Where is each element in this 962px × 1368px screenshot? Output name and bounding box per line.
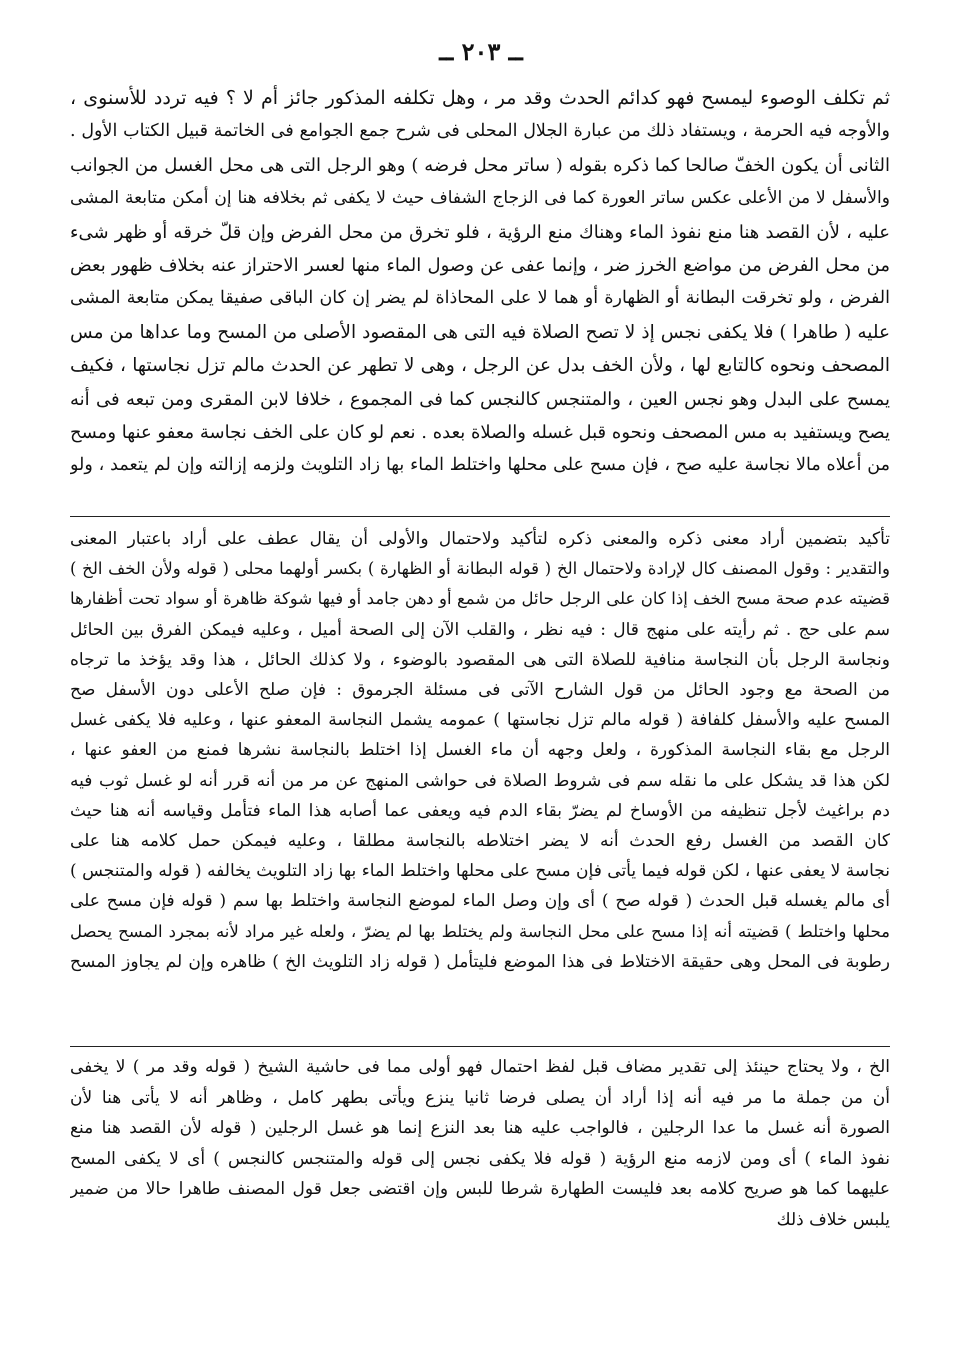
commentary-line: أى مالم يغسله قبل الحدث ( قوله صح ) أى وإن وصل الماء لموضع النجاسة واختلط بها سم ( قوله فإن مسح على xyxy=(70,891,890,912)
main-text-line: والأسفل لا من الأعلى عكس ساتر العورة كما فى الزجاج الشفاف حيث لا يكفى ثم بخلافه هنا إن أمكن متابعة المشى xyxy=(70,188,890,209)
main-text-line: المصحف ونحوه كالتابع لها ، ولأن الخف بدل عن الرجل ، وهى لا تطهر عن الحدث مالم تزل نجاستها ، فكيف xyxy=(70,355,890,377)
commentary-line: محلها واختلط ) قضيته أنه إذا مسح على محل النجاسة ولم يختلط بها لم يضرّ ، ولعله غير مراد لأنه بمجرد المسح يحصل xyxy=(70,921,890,941)
commentary-line: والتقدير : وقول المصنف كال لإرادة ولاحتمال الخ ( قوله البطانة أو الظهارة ) بكسر أولهما محلى ( قوله ولأن الخف الخ ) xyxy=(70,559,890,579)
main-text-line: عليه ( طاهرا ) فلا يكفى نجس إذ لا تصح الصلاة فيه التى هى المقصود الأصلى من المسح وما عداها من مس xyxy=(70,321,890,343)
commentary-line: كان القصد من الغسل رفع الحدث أنه لا يضر اختلاطه بالنجاسة مطلقا ، وعليه فيمكن حمل كلامه هنا على xyxy=(70,831,890,852)
main-text-line: الفرض ، ولو تخرقت البطانة أو الظهارة أو هما لا على المحاذاة لم يضر إن كان الباقى صفيقا يمكن متابعة المشى xyxy=(70,288,890,309)
commentary-line: الصورة أنه غسل ما عدا الرجلين ، فالواجب عليه هنا بعد النزع إنما هو غسل الرجلين ( قوله لأن القصد هنا منع xyxy=(70,1118,890,1138)
commentary-line: يلبس خلاف ذلك xyxy=(776,1209,890,1230)
commentary-line: الخ ، ولا يحتاج حينئذ إلى تقدير مضاف قبل لفظ احتمال فهو أولى مما فى حاشية الشيخ ( قوله وقد مر ) لا يخفى xyxy=(70,1057,890,1077)
commentary-line: ونجاسة الرجل بأن النجاسة منافية للصلاة التى هى المقصود بالوضوء ، ولا كذلك الحائل ، هذا وقد يؤخذ ما ترجاه xyxy=(70,649,890,670)
commentary-line: من الصحة مع وجود الحائل من قول الشارح الآتى فى مسئلة الجرموق : فإن صلح الأعلى دون الأسفل صح xyxy=(70,680,890,701)
commentary-line: سم على حج . ثم رأيته على منهج قال : فيه نظر ، والقلب الآن إلى الصحة أميل ، وعليه فيمكن الفرق بين الحائل xyxy=(70,619,890,640)
main-text-line: يصح ويستفيد به مس المصحف ونحوه قبل غسله والصلاة بعده . نعم لو كان على الخف نجاسة معفو عنها ومسح xyxy=(70,422,890,444)
commentary-line: المسح عليه والأسفل كلفافة ( قوله مالم تزل نجاستها ) عمومه يشمل النجاسة المعفو عنها ، وعليه فلا يكفى غسل xyxy=(70,710,890,731)
commentary-block-2 xyxy=(70,1052,890,1235)
commentary-line: لكن هذا قد يشكل على ما نقله سم فى شروط الصلاة فى حواشى المنهج عن مر من أنه قرر أنه لو غسل ثوب فيه xyxy=(70,770,890,791)
commentary-line: رطوبة فى المحل وهى حقيقة الاختلاط فى هذا الموضع فليتأمل ( قوله زاد التلويث الخ ) ظاهره وإن لم يجاوز المسح xyxy=(70,951,890,972)
main-text-line: والأوجه فيه الحرمة ، ويستفاد ذلك من عبارة الجلال المحلى فى شرح جمع الجوامع فى الخاتمة قبيل الكتاب الأول . xyxy=(70,121,890,142)
commentary-line: الرجل مع بقاء النجاسة المذكورة ، ولعل وجهه أن ماء الغسل إذا اختلط بالنجاسة نشرها فمنع من العفو عنها ، xyxy=(70,740,890,761)
section-divider xyxy=(70,516,890,517)
page-number: ــ ٢٠٣ ــ xyxy=(439,37,523,66)
main-text-line: عليه ، لأن القصد هنا منع نفوذ الماء وهناك منع الرؤية ، فلو تخرق من محل الفرض وإن قلّ خرقه أو ظهر شىء xyxy=(70,221,890,243)
main-text-line: يمسح على البدل وهو نجس العين ، والمتنجس كالنجس كما فى المجموع ، خلافا لابن المقرى ومن تبعه فى أنه xyxy=(70,388,890,410)
section-divider xyxy=(70,1046,890,1047)
main-text xyxy=(70,82,890,483)
commentary-line: عليهما كما هو صريح كلامه بعد فليست الطهارة شرطا للبس وإن اقتضى جعل قول المصنف طاهرا حالا من ضمير xyxy=(70,1179,890,1199)
main-text-line: من محل الفرض من مواضع الخرز ضر ، وإنما عفى عن وصول الماء منها لعسر الاحتراز عنه بخلاف ظهور بعض xyxy=(70,255,890,277)
commentary-line: قضيته عدم صحة مسح الخف إذا كان على الرجل حائل من شمع أو دهن جامد أو فيها شوكة ظاهرة أو سواد تحت أظفارها xyxy=(70,589,890,609)
commentary-line: نجاسة لا يعفى عنها ، لكن قوله فيما يأتى فإن مسح على محلها واختلط الماء بها زاد التلويث يخالفه ( قوله والمتنجس ) xyxy=(70,861,890,882)
commentary-line: دم براغيث لأجل تنظيفه من الأوساخ لم يضرّ بقاء الدم فيه ويعفى عما أصابه هذا الماء فتأمل وقياسه أنه هنا حيث xyxy=(70,800,890,821)
commentary-line: أن من جملة ما مر فيه أنه إذا أراد أن يصلى فرضا ثانيا ينزع ويأتى بطهر كامل ، وظاهر أنه لا يأتى هنا لأن xyxy=(70,1087,890,1108)
main-text-line: ثم تكلف الوصوء ليمسح فهو كدائم الحدث وقد مر ، وهل تكلفه المذكور جائز أم لا ؟ فيه تردد للأسنوى ، xyxy=(70,87,890,109)
main-text-line: من أعلاه مالا نجاسة عليه صح ، فإن مسح على محلها واختلط الماء بها زاد التلويث ولزمه إزالته وإن لم يتعمد ، ولو xyxy=(70,455,890,476)
commentary-block-1 xyxy=(70,524,890,977)
main-text-line: الثانى أن يكون الخفّ صالحا كما ذكره بقوله ( ساتر محل فرضه ) وهو الرجل التى هى محل الغسل من الجوانب xyxy=(70,154,890,176)
commentary-line: تأكيد بتضمين أراد معنى ذكره والمعنى ذكره لتأكيد ولاحتمال والأولى أن يقال عطف على أراد باعتبار المعنى xyxy=(70,529,890,549)
commentary-line: نفوذ الماء ) أى ومن لازمه منع الرؤية ( قوله فلا يكفى نجس إلى قوله والمتنجس كالنجس ) أى لا يكفى المسح xyxy=(70,1148,890,1169)
